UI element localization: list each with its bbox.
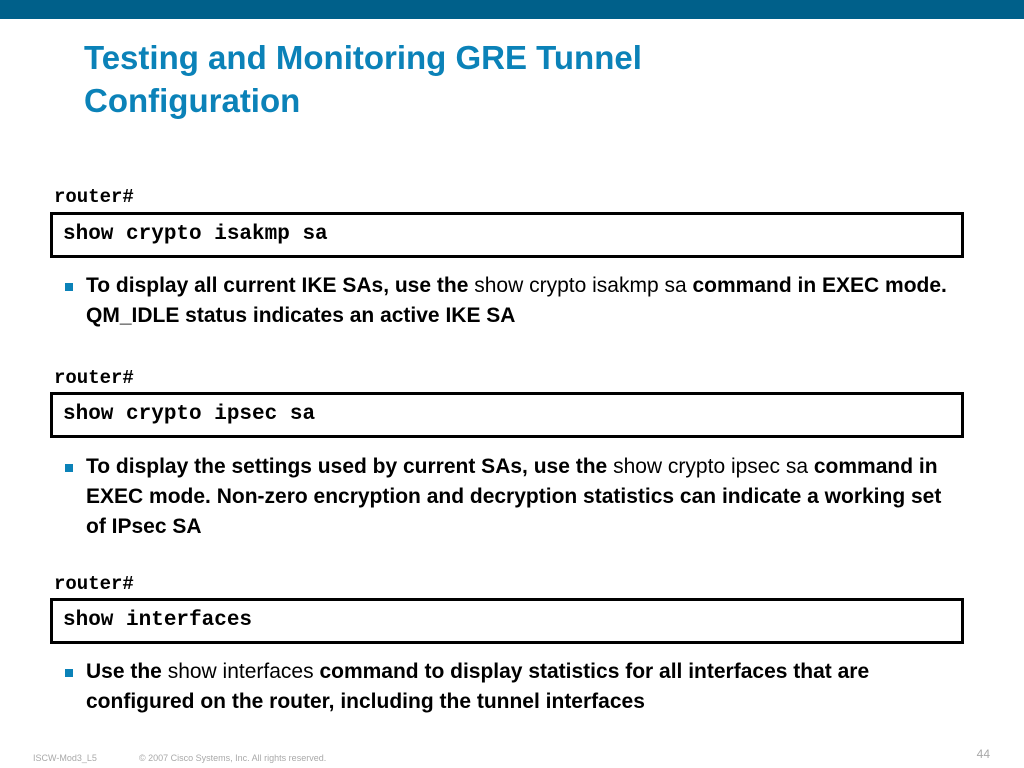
page-number: 44	[976, 747, 990, 761]
command-box-1	[50, 212, 964, 258]
bullet-1-command: show crypto isakmp sa	[474, 274, 687, 297]
footer-module: ISCW-Mod3_L5	[33, 753, 97, 763]
command-text-3: show interfaces	[63, 609, 253, 632]
footer-copyright: © 2007 Cisco Systems, Inc. All rights reserved.	[139, 753, 327, 763]
bullet-2-text-b: command in EXEC mode. Non-zero encryption and decryption statistics can indicate a working set of IPsec SA	[86, 455, 942, 538]
bullet-item-1	[86, 271, 966, 331]
command-box-3	[50, 598, 964, 644]
bullet-item-2	[86, 452, 966, 542]
bullet-square-icon	[65, 464, 73, 472]
command-text-1: show crypto isakmp sa	[63, 223, 328, 246]
command-box-2	[50, 392, 964, 438]
router-prompt-2: router#	[54, 367, 134, 389]
bullet-square-icon	[65, 669, 73, 677]
title-line-1: Testing and Monitoring GRE Tunnel	[84, 39, 642, 76]
top-bar	[0, 0, 1024, 19]
bullet-2-text-a: To display the settings used by current SAs, use the	[86, 455, 608, 478]
bullet-3-command: show interfaces	[167, 660, 314, 683]
title-line-2: Configuration	[84, 82, 301, 119]
router-prompt-3: router#	[54, 573, 134, 595]
slide-title	[84, 36, 984, 122]
bullet-item-3	[86, 657, 966, 717]
bullet-1-text-a: To display all current IKE SAs, use the	[86, 274, 469, 297]
command-text-2: show crypto ipsec sa	[63, 403, 316, 426]
bullet-1-text-b: command in EXEC mode. QM_IDLE status indicates an active IKE SA	[86, 274, 947, 327]
bullet-3-text-b: command to display statistics for all interfaces that are configured on the router, including the tunnel interfaces	[86, 660, 870, 713]
bullet-3-text-a: Use the	[86, 660, 162, 683]
router-prompt-1: router#	[54, 186, 134, 208]
bullet-square-icon	[65, 283, 73, 291]
bullet-2-command: show crypto ipsec sa	[613, 455, 808, 478]
